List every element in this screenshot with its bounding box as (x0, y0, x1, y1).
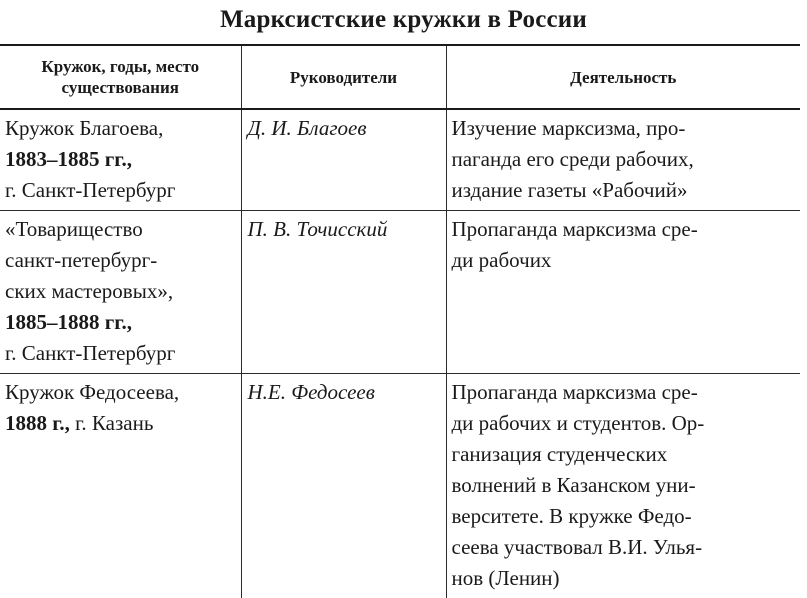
activity-line: Изучение марксизма, про- (452, 113, 795, 144)
activity-line: волнений в Казанском уни- (452, 470, 795, 501)
circle-cell (0, 374, 241, 598)
activity-line: ганизация студенческих (452, 439, 795, 470)
header-circle-line-1: Кружок, годы, место (6, 56, 235, 77)
activity-cell (446, 211, 800, 374)
activity-cell (446, 374, 800, 598)
circle-line: санкт-петербург- (5, 245, 235, 276)
circle-line: г. Санкт-Петербург (5, 338, 235, 369)
circle-cell (0, 211, 241, 374)
activity-line: Пропаганда марксизма сре- (452, 377, 795, 408)
circle-cell (0, 109, 241, 211)
header-activity (446, 45, 800, 109)
activity-line: ди рабочих (452, 245, 795, 276)
circle-years-place: 1888 г., г. Казань (5, 408, 235, 439)
header-leaders (241, 45, 446, 109)
circle-years: 1883–1885 гг., (5, 144, 235, 175)
header-circle (0, 45, 241, 109)
header-activity-label: Деятельность (453, 67, 795, 88)
activity-line: ди рабочих и студентов. Ор- (452, 408, 795, 439)
header-leaders-label: Руководители (248, 67, 440, 88)
header-row (0, 45, 800, 109)
leader-cell: Д. И. Благоев (241, 109, 446, 211)
activity-line: сеева участвовал В.И. Улья- (452, 532, 795, 563)
circle-years: 1885–1888 гг., (5, 307, 235, 338)
circle-line: Кружок Федосеева, (5, 377, 235, 408)
activity-line: верситете. В кружке Федо- (452, 501, 795, 532)
circle-line: Кружок Благоева, (5, 113, 235, 144)
circle-line: ских мастеровых», (5, 276, 235, 307)
page-title: Марксистские кружки в России (0, 6, 807, 34)
table-row (0, 374, 800, 598)
circle-line: г. Санкт-Петербург (5, 175, 235, 206)
leader-cell: П. В. Точисский (241, 211, 446, 374)
leader-cell: Н.Е. Федосеев (241, 374, 446, 598)
table-row (0, 109, 800, 211)
header-circle-line-2: существования (6, 77, 235, 98)
circles-table (0, 44, 800, 598)
circle-line: «Товарищество (5, 214, 235, 245)
activity-line: паганда его среди рабочих, (452, 144, 795, 175)
activity-line: издание газеты «Рабочий» (452, 175, 795, 206)
activity-line: Пропаганда марксизма сре- (452, 214, 795, 245)
table-row (0, 211, 800, 374)
activity-cell (446, 109, 800, 211)
activity-line: нов (Ленин) (452, 563, 795, 594)
